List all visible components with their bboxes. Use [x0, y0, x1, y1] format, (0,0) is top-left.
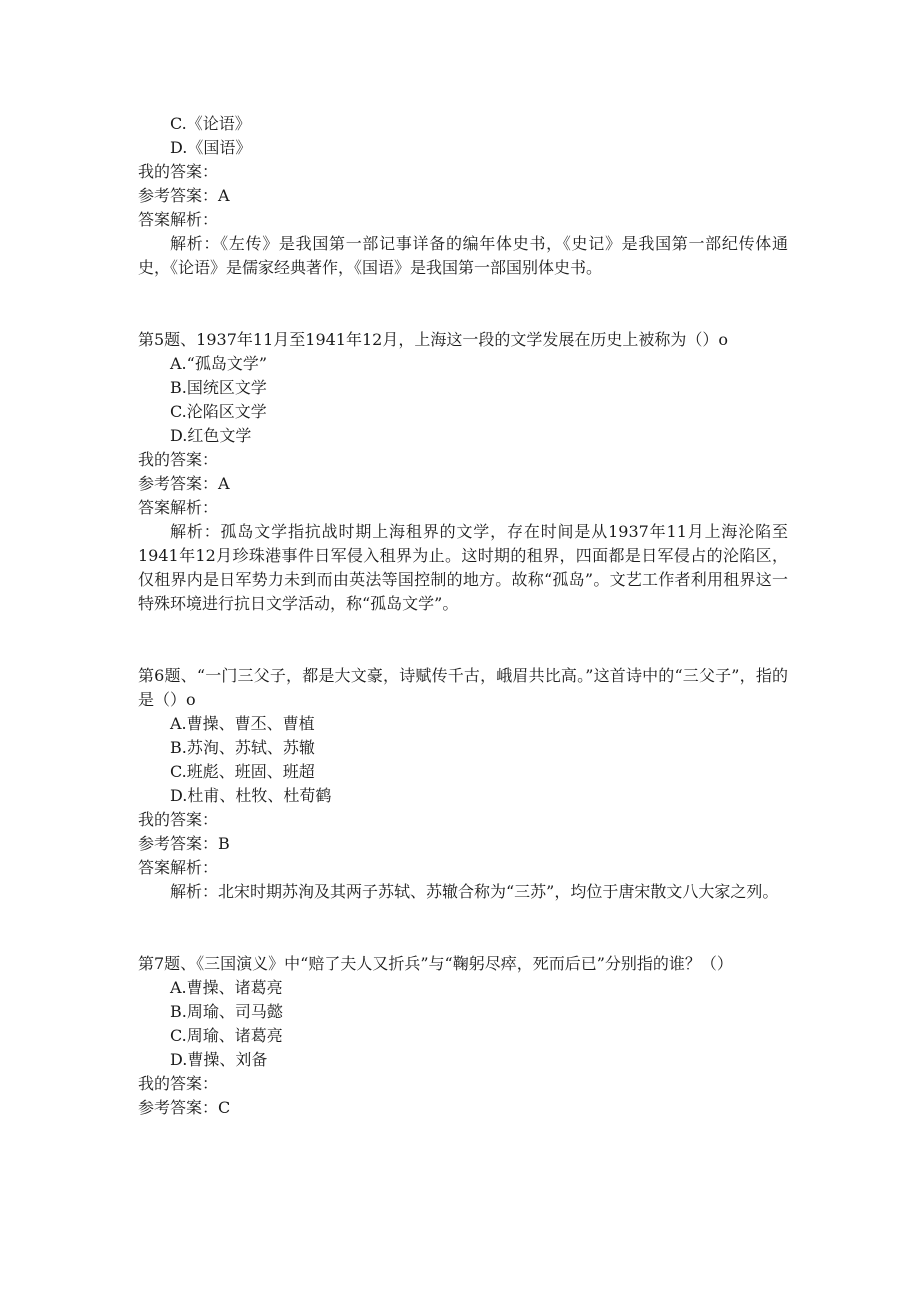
- spacer: [138, 616, 788, 664]
- option-d: D.红色文学: [170, 426, 252, 445]
- my-answer: 我的答案：: [138, 810, 219, 829]
- reference-answer: 参考答案：B: [138, 834, 230, 853]
- my-answer: 我的答案：: [138, 162, 219, 181]
- option-d: D.《国语》: [170, 138, 252, 157]
- option-a: A.“孤岛文学”: [170, 354, 268, 373]
- reference-answer: 参考答案：C: [138, 1098, 231, 1117]
- question-5: [138, 328, 788, 616]
- my-answer: 我的答案：: [138, 1074, 219, 1093]
- question-title: 第6题、“一门三父子，都是大文豪，诗赋传千古，峨眉共比高。”这首诗中的“三父子”，指的是（）o: [138, 666, 788, 709]
- spacer: [138, 904, 788, 952]
- option-c: C.沦陷区文学: [170, 402, 267, 421]
- option-c: C.周瑜、诸葛亮: [170, 1026, 283, 1045]
- option-b: B.周瑜、司马懿: [170, 1002, 283, 1021]
- spacer: [138, 280, 788, 328]
- option-b: B.苏洵、苏轼、苏辙: [170, 738, 315, 757]
- option-a: A.曹操、诸葛亮: [170, 978, 283, 997]
- reference-answer: 参考答案：A: [138, 474, 230, 493]
- analysis-text: 解析：北宋时期苏洵及其两子苏轼、苏辙合称为“三苏”，均位于唐宋散文八大家之列。: [170, 882, 779, 901]
- option-d: D.曹操、刘备: [170, 1050, 268, 1069]
- my-answer: 我的答案：: [138, 450, 219, 469]
- option-d: D.杜甫、杜牧、杜荀鹤: [170, 786, 332, 805]
- question-title: 第5题、1937年11月至1941年12月，上海这一段的文学发展在历史上被称为（）o: [138, 330, 728, 349]
- option-c: C.班彪、班固、班超: [170, 762, 315, 781]
- analysis-label: 答案解析：: [138, 210, 219, 229]
- question-title: 第7题、《三国演义》中“赔了夫人又折兵”与“鞠躬尽瘁，死而后已”分别指的谁？（）: [138, 954, 733, 973]
- question-4-tail: [138, 112, 788, 280]
- option-b: B.国统区文学: [170, 378, 267, 397]
- option-a: A.曹操、曹丕、曹植: [170, 714, 315, 733]
- analysis-label: 答案解析：: [138, 498, 219, 517]
- question-7: [138, 952, 788, 1120]
- reference-answer: 参考答案：A: [138, 186, 230, 205]
- question-6: [138, 664, 788, 904]
- option-c: C.《论语》: [170, 114, 251, 133]
- document-page: [138, 112, 788, 1120]
- analysis-text: 解析：《左传》是我国第一部记事详备的编年体史书，《史记》是我国第一部纪传体通史，《论语》是儒家经典著作，《国语》是我国第一部国别体史书。: [138, 234, 788, 277]
- analysis-label: 答案解析：: [138, 858, 219, 877]
- analysis-text: 解析：孤岛文学指抗战时期上海租界的文学，存在时间是从1937年11月上海沦陷至1941年12月珍珠港事件日军侵入租界为止。这时期的租界，四面都是日军侵占的沦陷区，仅租界内是日军势力未到而由英法等国控制的地方。故称“孤岛”。文艺工作者利用租界这一特殊环境进行抗日文学活动，称“孤岛文学”。: [138, 522, 788, 613]
